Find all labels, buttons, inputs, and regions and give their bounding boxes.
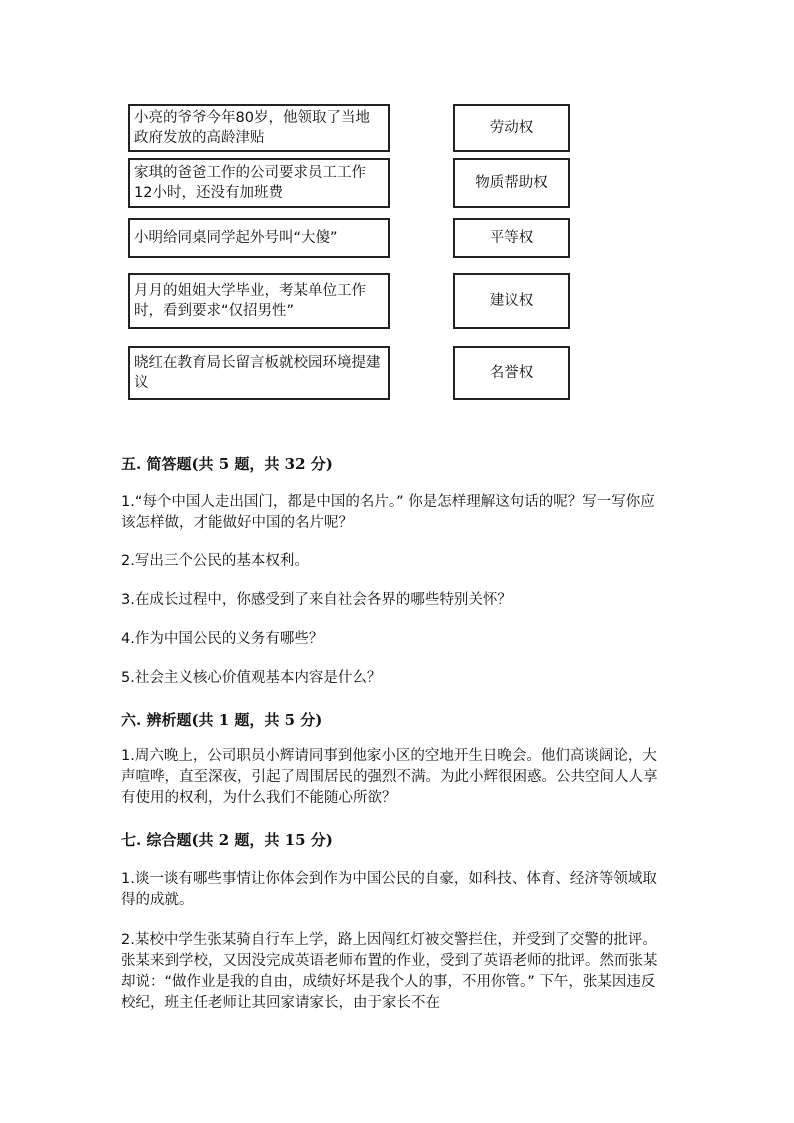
question-item: 1.谈一谈有哪些事情让你体会到作为中国公民的自豪，如科技、体育、经济等领域取得的成就。 — [121, 871, 657, 908]
section-title-comprehensive: 七. 综合题(共 2 题，共 15 分) — [121, 831, 333, 849]
question-item: 2.某校中学生张某骑自行车上学，路上因闯红灯被交警拦住，并受到了交警的批评。张某来到学校，又因没完成英语老师布置的作业，受到了英语老师的批评。然而张某却说：“做作业是我的自由，成绩好坏是我个人的事，不用你管。” 下午，张某因违反校纪，班主任老师让其回家请家长，由于家长不在 — [121, 932, 658, 1011]
matching-left-text: 月月的姐姐大学毕业，考某单位工作时，看到要求“仅招男性” — [134, 283, 366, 319]
matching-left-text: 小明给同桌同学起外号叫“大傻” — [134, 230, 338, 246]
section-title-analysis: 六. 辨析题(共 1 题，共 5 分) — [121, 711, 323, 729]
matching-right-box-2 — [453, 158, 570, 208]
matching-right-text: 物质帮助权 — [475, 175, 548, 191]
matching-right-text: 平等权 — [489, 230, 534, 246]
question-item: 3.在成长过程中，你感受到了来自社会各界的哪些特别关怀？ — [121, 592, 512, 608]
section-title-short-answer: 五. 简答题(共 5 题，共 32 分) — [121, 455, 333, 473]
matching-right-text: 名誉权 — [489, 365, 534, 381]
question-item: 4.作为中国公民的义务有哪些？ — [121, 631, 324, 647]
matching-left-text: 晓红在教育局长留言板就校园环境提建议 — [134, 355, 381, 391]
question-item: 1.“每个中国人走出国门，都是中国的名片。” 你是怎样理解这句话的呢？写一写你应该怎样做，才能做好中国的名片呢？ — [121, 494, 655, 531]
question-item: 1.周六晚上，公司职员小辉请同事到他家小区的空地开生日晚会。他们高谈阔论，大声喧哗，直至深夜，引起了周围居民的强烈不满。为此小辉很困惑。公共空间人人享有使用的权利，为什么我们不能随心所欲？ — [121, 748, 658, 806]
matching-right-box-4 — [453, 273, 570, 329]
matching-right-text: 劳动权 — [489, 120, 534, 136]
matching-right-box-1 — [453, 104, 570, 152]
question-item: 2.写出三个公民的基本权利。 — [121, 553, 309, 569]
question-item: 5.社会主义核心价值观基本内容是什么？ — [121, 670, 382, 686]
matching-left-box-3 — [128, 218, 390, 258]
matching-left-box-1 — [128, 104, 390, 152]
matching-left-box-4 — [128, 273, 390, 329]
matching-left-text: 小亮的爷爷今年80岁，他领取了当地政府发放的高龄津贴 — [134, 110, 370, 146]
matching-left-text: 家琪的爸爸工作的公司要求员工工作12小时，还没有加班费 — [134, 165, 366, 201]
matching-right-text: 建议权 — [489, 293, 534, 309]
matching-right-box-5 — [453, 346, 570, 400]
matching-right-box-3 — [453, 218, 570, 258]
matching-left-box-5 — [128, 346, 390, 400]
matching-left-box-2 — [128, 158, 390, 208]
